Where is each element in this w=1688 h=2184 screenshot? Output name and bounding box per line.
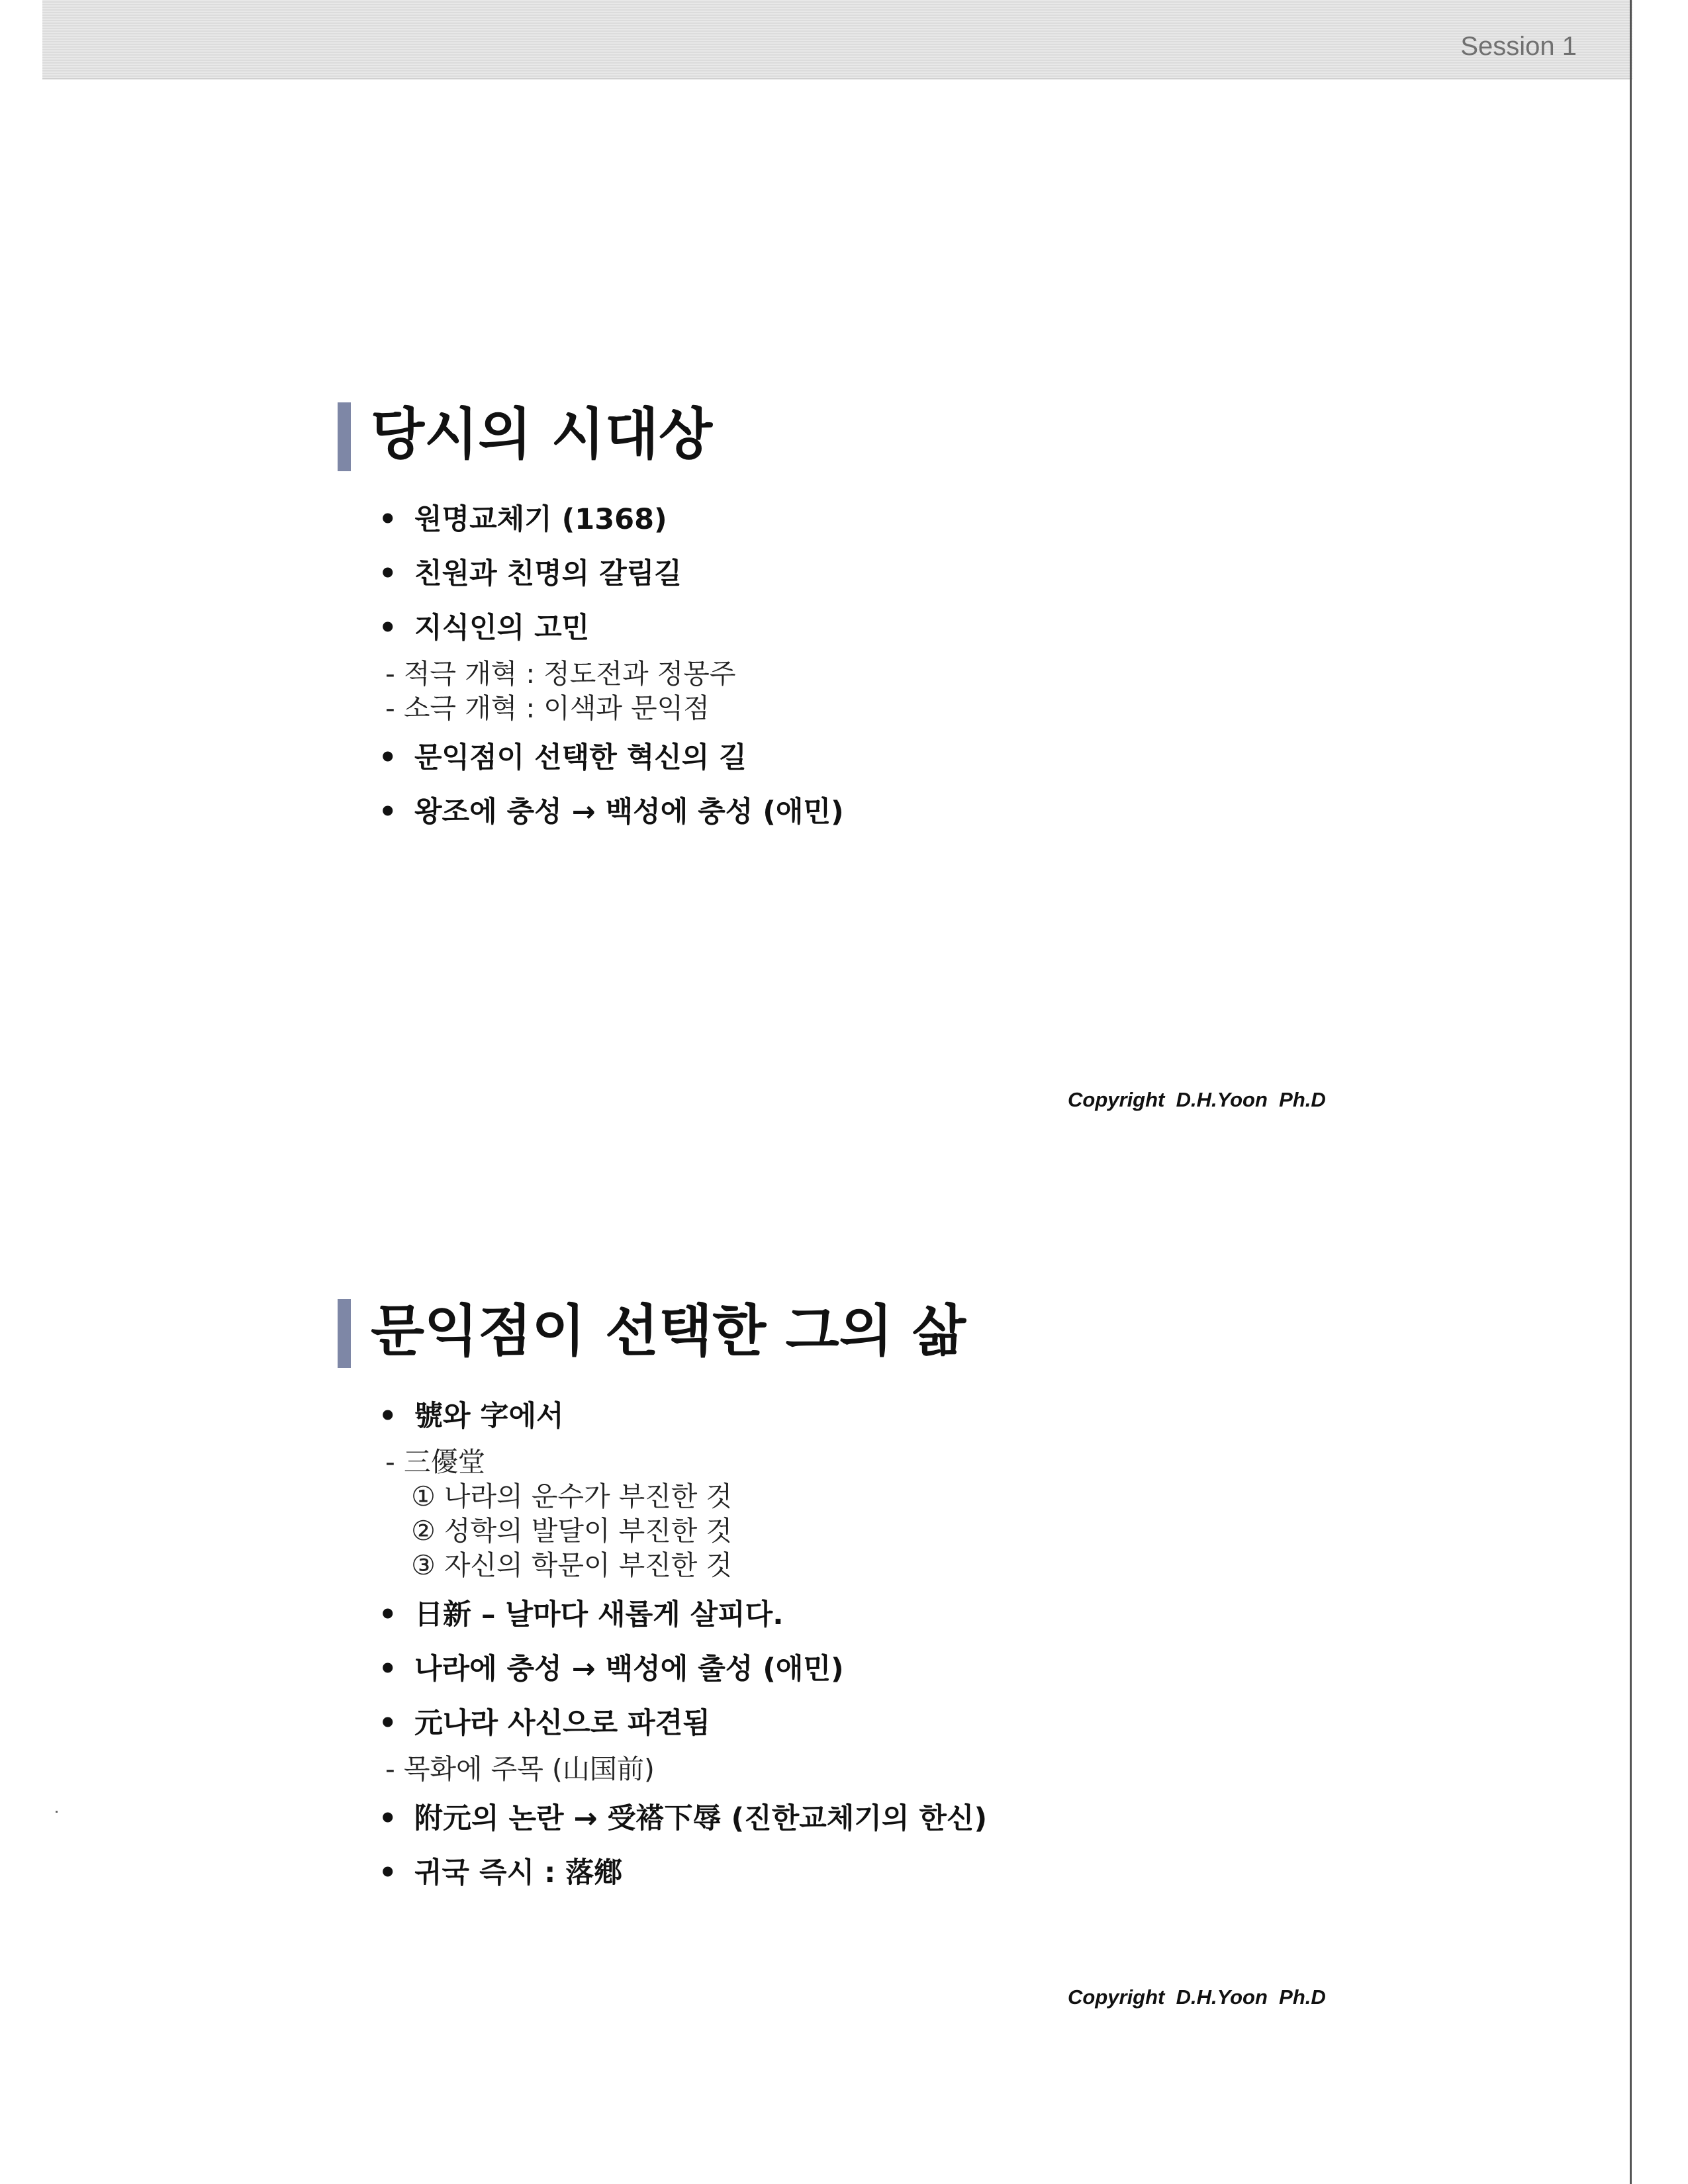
bullet-icon: • — [379, 741, 397, 774]
page-edge — [1630, 0, 1632, 2184]
bullet-item — [379, 1854, 1331, 1892]
bullet-icon: • — [379, 1653, 397, 1686]
bullet-text: 號와 字에서 — [414, 1400, 564, 1433]
bullet-item — [379, 1397, 1331, 1435]
sub-item: - 소극 개혁 : 이색과 문익점 — [385, 692, 710, 724]
bullet-icon: • — [379, 503, 397, 536]
bullet-icon: • — [379, 1856, 397, 1889]
bullet-text: 지식인의 고민 — [414, 612, 590, 645]
slide-2-title — [338, 1294, 1331, 1368]
bullet-text: 친원과 친명의 갈림길 — [414, 557, 682, 590]
sub-item: - 목화에 주목 (山国前) — [385, 1753, 655, 1785]
bullet-icon: • — [379, 557, 397, 590]
sub-item: ① 나라의 운수가 부진한 것 — [385, 1480, 733, 1512]
slide-2 — [338, 1294, 1331, 1908]
sub-list — [379, 1445, 1331, 1582]
bullet-text: 원명교체기 (1368) — [414, 503, 667, 536]
sub-item: - 三優堂 — [385, 1446, 485, 1478]
bullet-item — [379, 1596, 1331, 1634]
slide-1-items — [338, 500, 1331, 831]
sub-item: ③ 자신의 학문이 부진한 것 — [385, 1549, 733, 1581]
session-label: Session 1 — [1460, 32, 1577, 61]
copyright-2: Copyright D.H.Yoon Ph.D — [1068, 1985, 1326, 2009]
bullet-icon: • — [379, 1707, 397, 1740]
sub-item: - 적극 개혁 : 정도전과 정몽주 — [385, 658, 736, 690]
slide-1 — [338, 397, 1331, 847]
bullet-icon: • — [379, 1802, 397, 1835]
bullet-icon: • — [379, 1400, 397, 1433]
bullet-item — [379, 1704, 1331, 1743]
bullet-item — [379, 739, 1331, 777]
bullet-text: 나라에 충성 → 백성에 출성 (애민) — [414, 1653, 844, 1686]
title-accent-bar — [338, 402, 351, 471]
bullet-text: 귀국 즉시 : 落鄕 — [414, 1856, 623, 1889]
bullet-text: 元나라 사신으로 파견됨 — [414, 1707, 710, 1740]
header-band — [42, 0, 1632, 79]
slide-2-title-text: 문익점이 선택한 그의 삶 — [371, 1298, 966, 1363]
bullet-item — [379, 609, 1331, 647]
copyright-1: Copyright D.H.Yoon Ph.D — [1068, 1088, 1326, 1111]
slide-1-title-text: 당시의 시대상 — [371, 402, 713, 467]
title-accent-bar — [338, 1299, 351, 1368]
bullet-item — [379, 1650, 1331, 1688]
bullet-icon: • — [379, 612, 397, 645]
bullet-item — [379, 1799, 1331, 1838]
sub-list — [379, 657, 1331, 725]
bullet-icon: • — [379, 1598, 397, 1631]
sub-item: ② 성학의 발달이 부진한 것 — [385, 1515, 733, 1547]
slide-2-items — [338, 1397, 1331, 1892]
slide-1-title — [338, 397, 1331, 471]
scan-speck — [56, 1811, 58, 1813]
bullet-icon: • — [379, 796, 397, 829]
bullet-item — [379, 555, 1331, 593]
bullet-item — [379, 793, 1331, 831]
bullet-text: 문익점이 선택한 혁신의 길 — [414, 741, 747, 774]
bullet-text: 附元의 논란 → 受褡下辱 (진한교체기의 한신) — [414, 1802, 988, 1835]
bullet-text: 왕조에 충성 → 백성에 충성 (애민) — [414, 796, 844, 829]
bullet-item — [379, 500, 1331, 539]
bullet-text: 日新 – 날마다 새롭게 살피다. — [414, 1598, 784, 1631]
sub-list — [379, 1752, 1331, 1786]
